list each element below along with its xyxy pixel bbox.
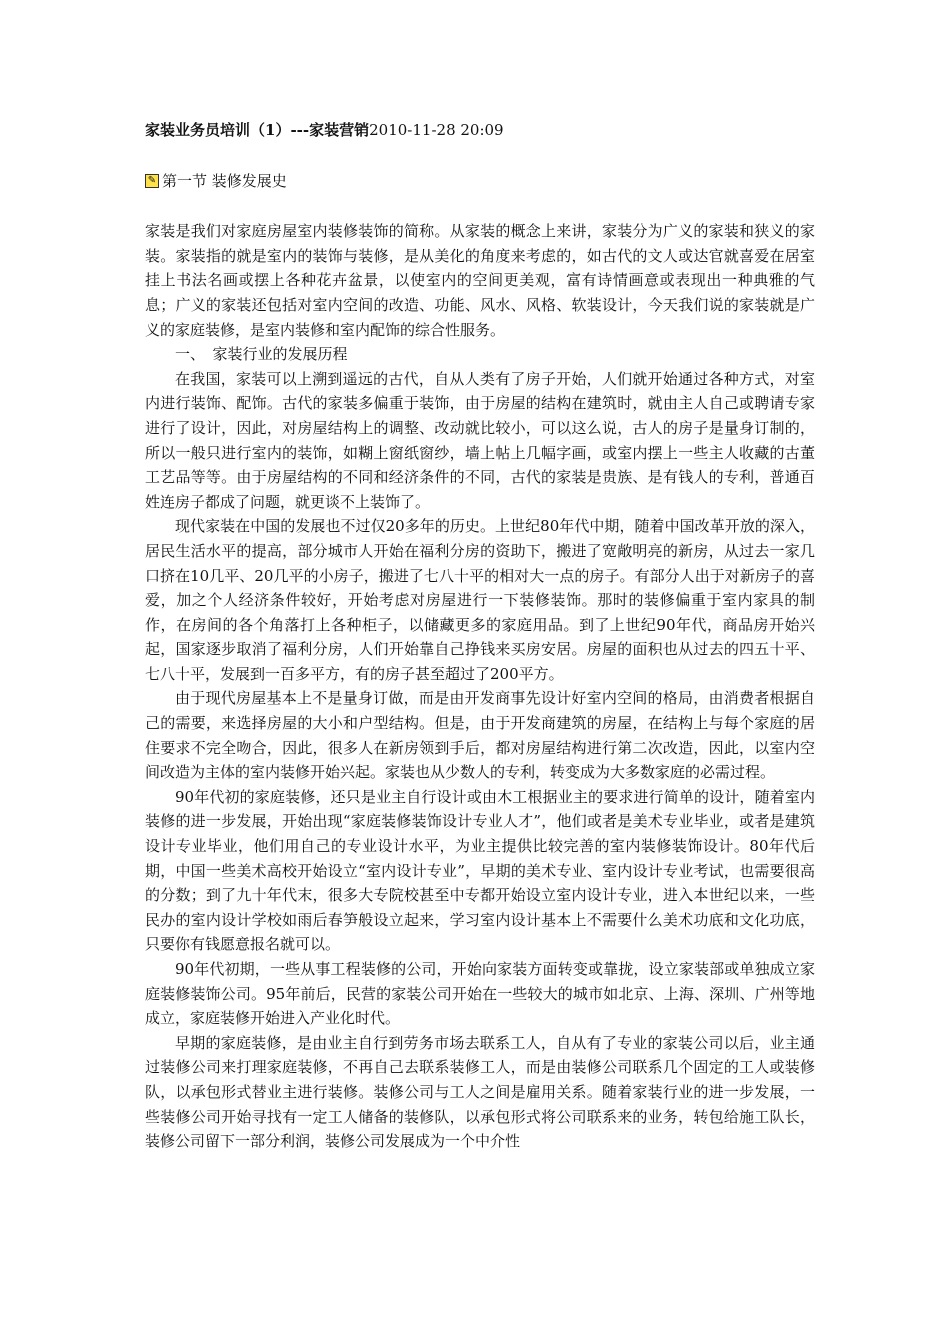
paragraph: 家装是我们对家庭房屋室内装修装饰的简称。从家装的概念上来讲，家装分为广义的家装和狭义的家装。家装指的就是室内的装饰与装修，是从美化的角度来考虑的，如古代的文人或达官就喜爱在居室挂上书法名画或摆上各种花卉盆景，以使室内的空间更美观，富有诗情画意或表现出一种典雅的气息；广义的家装还包括对室内空间的改造、功能、风水、风格、软装设计，今天我们说的家装就是广义的家庭装修，是室内装修和室内配饰的综合性服务。	[145, 222, 815, 339]
article-header	[145, 118, 815, 143]
section-heading	[145, 169, 815, 194]
article-title: 家装业务员培训（1）---家装营销	[145, 121, 370, 139]
paragraph: 90年代初期，一些从事工程装修的公司，开始向家装方面转变或靠拢，设立家装部或单独成立家庭装修装饰公司。95年前后，民营的家装公司开始在一些较大的城市如北京、上海、深圳、广州等地成立，家庭装修开始进入产业化时代。	[145, 960, 815, 1028]
paragraph: 由于现代房屋基本上不是量身订做，而是由开发商事先设计好室内空间的格局，由消费者根据自己的需要，来选择房屋的大小和户型结构。但是，由于开发商建筑的房屋，在结构上与每个家庭的居住要求不完全吻合，因此，很多人在新房领到手后，都对房屋结构进行第二次改造，因此，以室内空间改造为主体的室内装修开始兴起。家装也从少数人的专利，转变成为大多数家庭的必需过程。	[145, 689, 815, 782]
article-timestamp: 2010-11-28 20:09	[369, 121, 504, 139]
paragraph: 现代家装在中国的发展也不过仅20多年的历史。上世纪80年代中期，随着中国改革开放的深入，居民生活水平的提高，部分城市人开始在福利分房的资助下，搬进了宽敞明亮的新房，从过去一家几口挤在10几平、20几平的小房子，搬进了七八十平的相对大一点的房子。有部分人出于对新房子的喜爱，加之个人经济条件较好，开始考虑对房屋进行一下装修装饰。那时的装修偏重于室内家具的制作，在房间的各个角落打上各种柜子，以储藏更多的家庭用品。到了上世纪90年代，商品房开始兴起，国家逐步取消了福利分房，人们开始靠自己挣钱来买房安居。房屋的面积也从过去的四五十平、七八十平，发展到一百多平方，有的房子甚至超过了200平方。	[145, 517, 815, 683]
article-body	[145, 219, 815, 1154]
paragraph: 在我国，家装可以上溯到遥远的古代，自从人类有了房子开始，人们就开始通过各种方式，对室内进行装饰、配饰。古代的家装多偏重于装饰，由于房屋的结构在建筑时，就由主人自己或聘请专家进行了设计，因此，对房屋结构上的调整、改动就比较小，可以这么说，古人的房子是量身订制的，所以一般只进行室内的装饰，如糊上窗纸窗纱，墙上帖上几幅字画，或室内摆上一些主人收藏的古董工艺品等等。由于房屋结构的不同和经济条件的不同，古代的家装是贵族、是有钱人的专利，普通百姓连房子都成了问题，就更谈不上装饰了。	[145, 369, 815, 511]
paragraph: 90年代初的家庭装修，还只是业主自行设计或由木工根据业主的要求进行简单的设计，随着室内装修的进一步发展，开始出现“家庭装修装饰设计专业人才”，他们或者是美术专业毕业，或者是建筑设计专业毕业，他们用自己的专业设计水平，为业主提供比较完善的室内装修装饰设计。80年代后期，中国一些美术高校开始设立“室内设计专业”，早期的美术专业、室内设计专业考试，也需要很高的分数；到了九十年代末，很多大专院校甚至中专都开始设立室内设计专业，进入本世纪以来，一些民办的室内设计学校如雨后春笋般设立起来，学习室内设计基本上不需要什么美术功底和文化功底，只要你有钱愿意报名就可以。	[145, 787, 815, 954]
paragraph: 早期的家庭装修，是由业主自行到劳务市场去联系工人，自从有了专业的家装公司以后，业主通过装修公司来打理家庭装修，不再自己去联系装修工人，而是由装修公司联系几个固定的工人或装修队，以承包形式替业主进行装修。装修公司与工人之间是雇用关系。随着家装行业的进一步发展，一些装修公司开始寻找有一定工人储备的装修队，以承包形式将公司联系来的业务，转包给施工队长，装修公司留下一部分利润，装修公司发展成为一个中介性	[145, 1033, 815, 1151]
document-page	[145, 118, 815, 1154]
pencil-note-icon: ✎	[145, 174, 159, 188]
section-label: 第一节 装修发展史	[162, 171, 287, 190]
subheading: 一、 家装行业的发展历程	[175, 345, 348, 364]
